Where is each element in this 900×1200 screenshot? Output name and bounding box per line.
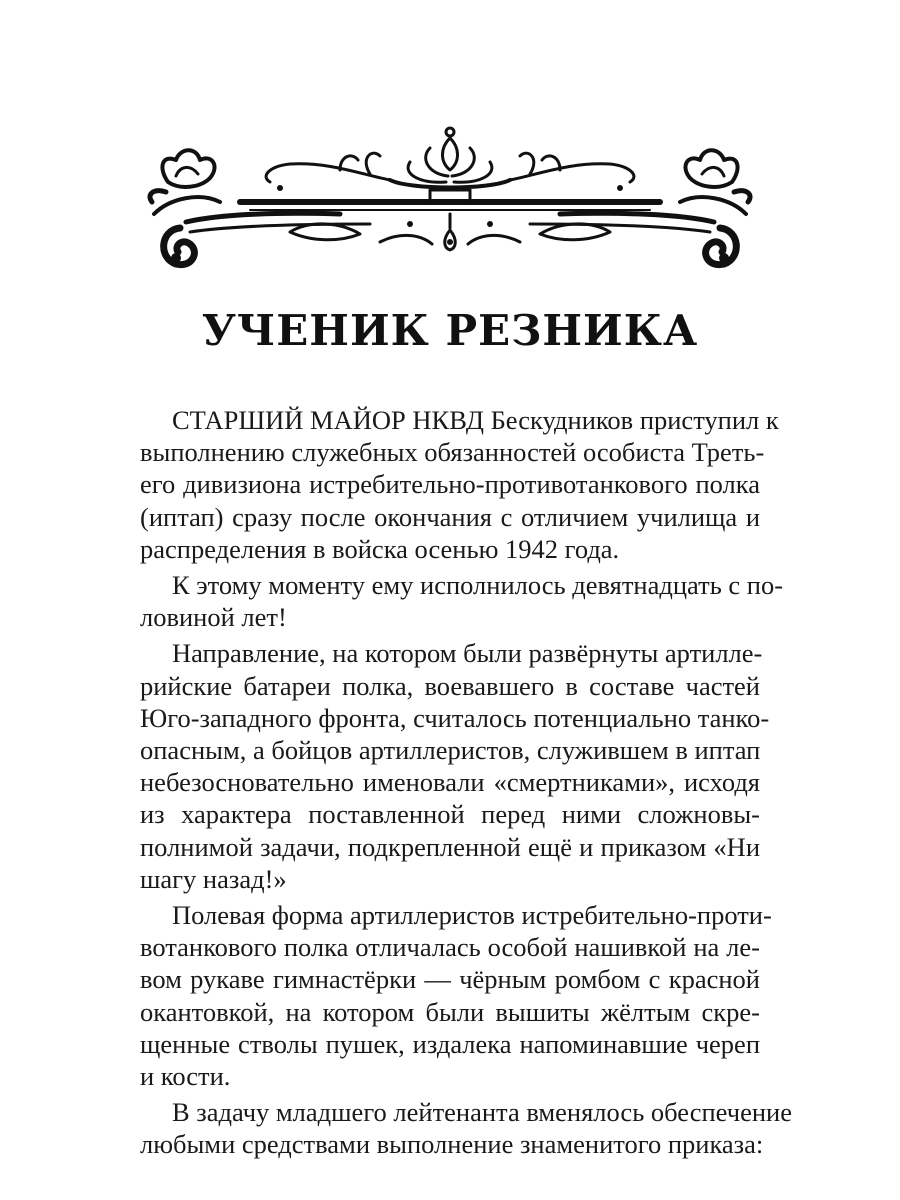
central-lotus-icon	[390, 128, 510, 202]
text-line: вотанкового полка отличалась особой нашивкой на ле-	[140, 932, 760, 963]
text-line: небезосновательно именовали «смертниками», исходя	[140, 767, 760, 798]
paragraph	[140, 1096, 792, 1160]
text-line: К этому моменту ему исполнилось девятнадцать с по-	[172, 570, 784, 601]
text-line: шагу назад!»	[140, 863, 287, 894]
text-line: полнимой задачи, подкрепленной ещё и приказом «Ни	[140, 831, 760, 862]
text-line: его дивизиона истребительно-противотанкового полка	[140, 469, 760, 500]
paragraph	[140, 637, 770, 895]
text-line: Направление, на котором были развёрнуты артилле-	[172, 638, 763, 669]
paragraph	[140, 569, 784, 633]
paragraph	[140, 899, 772, 1092]
text-line: СТАРШИЙ МАЙОР НКВД Бескудников приступил к	[172, 405, 779, 435]
text-line: щенные стволы пушек, издалека напоминавшие череп	[140, 1028, 760, 1059]
text-line: (иптап) сразу после окончания с отличием училища и	[140, 501, 760, 532]
left-flower-icon	[150, 150, 220, 214]
text-line: распределения в войска осенью 1942 года.	[140, 533, 620, 564]
right-flower-icon	[680, 150, 750, 214]
text-line: ловиной лет!	[140, 602, 287, 633]
text-line: из характера поставленной перед ними сложновы-	[140, 799, 760, 830]
chapter-title: УЧЕНИК РЕЗНИКА	[201, 306, 699, 355]
ornamental-headpiece	[140, 118, 760, 288]
text-line: любыми средствами выполнение знаменитого приказа:	[140, 1129, 764, 1160]
text-line: Полевая форма артиллеристов истребительно-проти-	[172, 900, 772, 931]
text-line: рийские батареи полка, воевавшего в составе частей	[140, 670, 760, 701]
text-line: окантовкой, на котором были вышиты жёлтым скре-	[140, 996, 760, 1027]
chapter-body-text	[140, 404, 792, 1165]
text-line: выполнению служебных обязанностей особиста Треть-	[140, 437, 765, 468]
text-line: В задачу младшего лейтенанта вменялось обеспечение	[172, 1097, 792, 1128]
text-line: Юго-западного фронта, считалось потенциально танко-	[140, 702, 770, 733]
text-line: вом рукаве гимнастёрки — чёрным ромбом с красной	[140, 964, 760, 995]
text-line: и кости.	[140, 1061, 231, 1092]
text-line: опасным, а бойцов артиллеристов, служившем в иптап	[140, 735, 761, 766]
paragraph	[140, 404, 779, 565]
